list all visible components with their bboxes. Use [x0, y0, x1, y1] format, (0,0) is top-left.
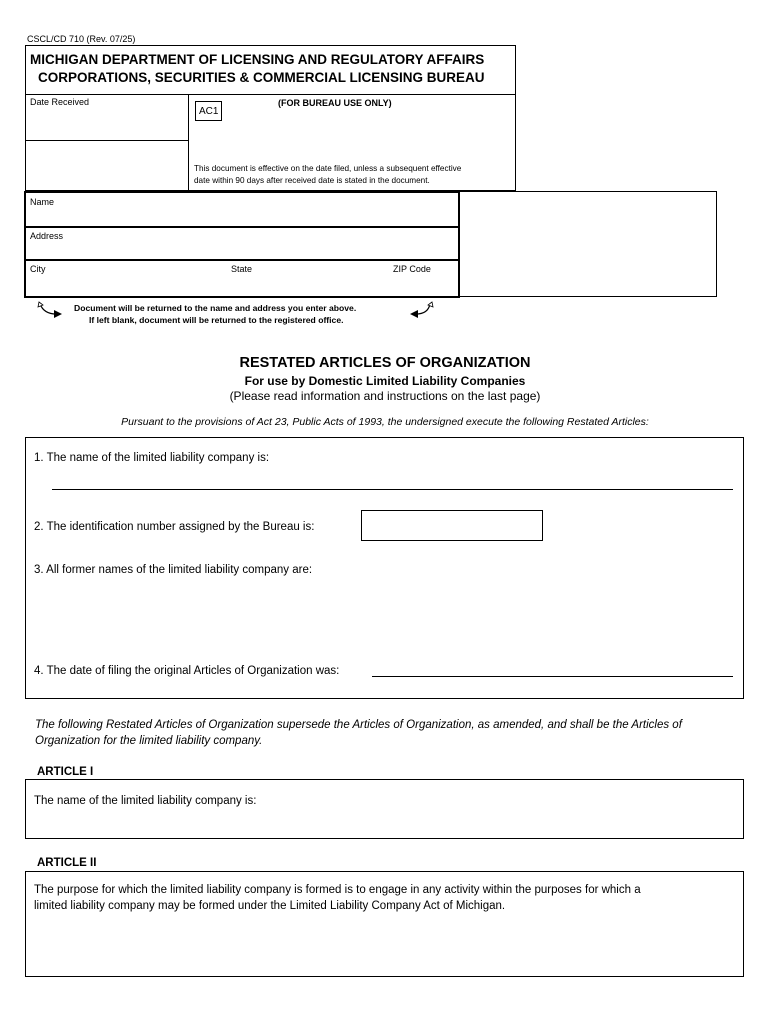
city-field[interactable]: [28, 276, 218, 294]
article-2-text-2: limited liability company may be formed under the Limited Liability Company Act of Michigan.: [34, 900, 506, 912]
article-1-text: The name of the limited liability company is:: [34, 795, 257, 807]
name-field[interactable]: [28, 208, 456, 224]
article-2-heading: ARTICLE II: [37, 857, 97, 869]
bureau-title: CORPORATIONS, SECURITIES & COMMERCIAL LICENSING BUREAU: [38, 70, 485, 85]
pursuant-text: Pursuant to the provisions of Act 23, Public Acts of 1993, the undersigned execute the following Restated Articles:: [121, 416, 649, 428]
supersede-text-1: The following Restated Articles of Organization supersede the Articles of Organization, as amended, and shall be the Articles of: [35, 719, 682, 731]
question-2: 2. The identification number assigned by the Bureau is:: [34, 521, 315, 533]
effective-note-1: This document is effective on the date filed, unless a subsequent effective: [194, 164, 462, 173]
article-1-heading: ARTICLE I: [37, 766, 94, 778]
document-title: RESTATED ARTICLES OF ORGANIZATION: [239, 355, 531, 371]
right-blank-box: [459, 191, 717, 297]
filing-date-line[interactable]: [372, 676, 733, 677]
ac-code-box: AC1: [195, 101, 222, 121]
return-note-1: Document will be returned to the name and address you enter above.: [74, 303, 357, 313]
question-1: 1. The name of the limited liability company is:: [34, 452, 270, 464]
question-4: 4. The date of filing the original Articles of Organization was:: [34, 665, 340, 677]
former-names-field[interactable]: [52, 582, 733, 652]
bureau-use-only: (FOR BUREAU USE ONLY): [278, 98, 392, 108]
article-1-box[interactable]: [25, 779, 744, 839]
company-name-line[interactable]: [52, 489, 733, 490]
city-label: City: [30, 264, 46, 274]
state-field[interactable]: [228, 276, 378, 294]
state-label: State: [231, 264, 253, 274]
return-note-2: If left blank, document will be returned to the registered office.: [89, 315, 344, 325]
zip-label: ZIP Code: [393, 264, 431, 274]
id-number-field[interactable]: [361, 510, 543, 541]
address-field[interactable]: [28, 242, 456, 257]
address-label: Address: [30, 231, 64, 241]
dept-title: MICHIGAN DEPARTMENT OF LICENSING AND REGULATORY AFFAIRS: [30, 52, 485, 67]
document-subtitle: For use by Domestic Limited Liability Companies: [244, 374, 526, 388]
article-2-text-1: The purpose for which the limited liability company is formed is to engage in any activity within the purposes for which a: [34, 884, 641, 896]
effective-note-2: date within 90 days after received date is stated in the document.: [194, 176, 430, 185]
name-label: Name: [30, 197, 55, 207]
question-3: 3. All former names of the limited liability company are:: [34, 564, 313, 576]
return-arrow-right-icon: [408, 300, 438, 320]
zip-field[interactable]: [390, 276, 456, 294]
date-received-label: Date Received: [30, 97, 90, 107]
form-id: CSCL/CD 710 (Rev. 07/25): [27, 34, 136, 44]
supersede-text-2: Organization for the limited liability company.: [35, 735, 263, 747]
return-arrow-left-icon: [36, 300, 66, 320]
instructions-note: (Please read information and instructions on the last page): [229, 389, 541, 403]
